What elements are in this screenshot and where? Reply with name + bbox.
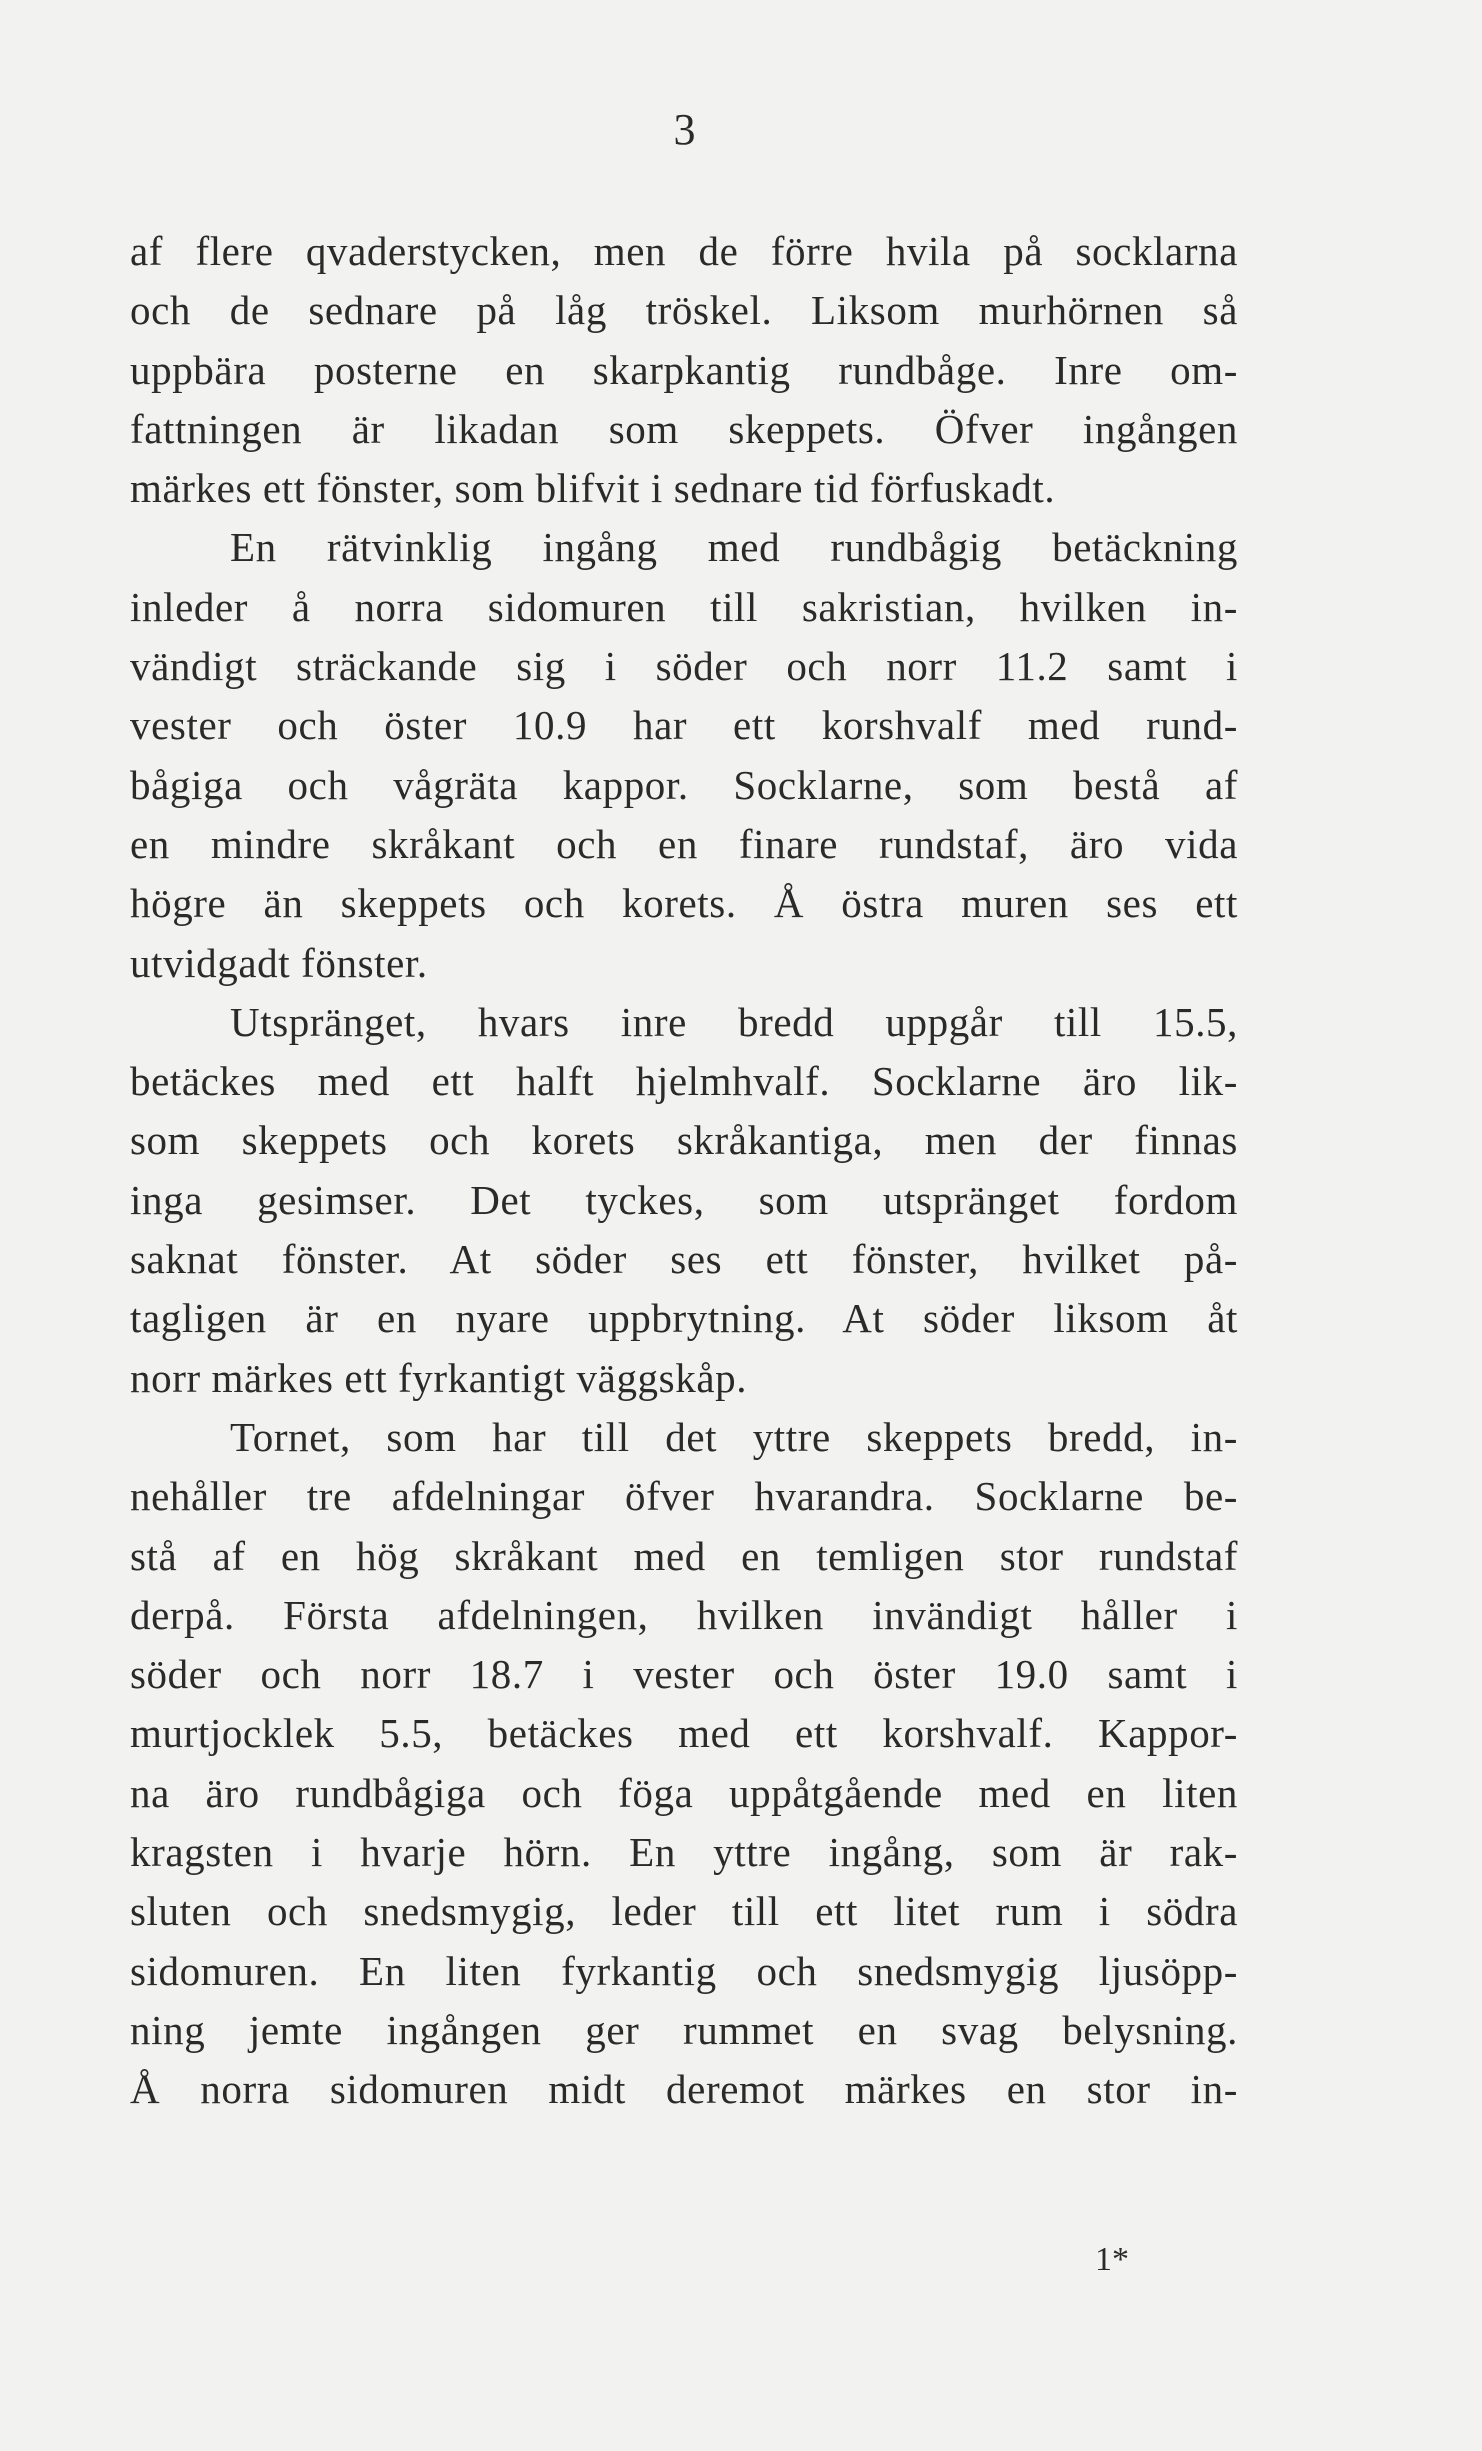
- text-line: derpå. Första afdelningen, hvilken invändigt håller i: [130, 1591, 1238, 1638]
- text-line: vändigt sträckande sig i söder och norr 11.2 samt i: [130, 643, 1238, 690]
- signature-mark: 1*: [1095, 2241, 1129, 2278]
- text-line: kragsten i hvarje hörn. En yttre ingång, som är rak-: [130, 1829, 1238, 1876]
- text-line: Tornet, som har till det yttre skeppets bredd, in-: [230, 1413, 1238, 1460]
- text-line: och de sednare på låg tröskel. Liksom murhörnen så: [130, 287, 1238, 334]
- text-line: Å norra sidomuren midt deremot märkes en stor in-: [130, 2066, 1238, 2113]
- text-line: En rätvinklig ingång med rundbågig betäckning: [230, 524, 1238, 571]
- text-line: saknat fönster. At söder ses ett fönster, hvilket på-: [130, 1236, 1238, 1283]
- page-number: 3: [673, 105, 697, 154]
- text-line: Utspränget, hvars inre bredd uppgår till 15.5,: [230, 998, 1238, 1045]
- text-line: inga gesimser. Det tyckes, som utspränget fordom: [130, 1176, 1238, 1223]
- text-line: som skeppets och korets skråkantiga, men der finnas: [130, 1117, 1238, 1164]
- text-line: na äro rundbågiga och föga uppåtgående med en liten: [130, 1769, 1238, 1816]
- text-line: tagligen är en nyare uppbrytning. At söder liksom åt: [130, 1295, 1238, 1342]
- text-line: inleder å norra sidomuren till sakristian, hvilken in-: [130, 583, 1238, 630]
- text-line: högre än skeppets och korets. Å östra muren ses ett: [130, 880, 1238, 927]
- text-line: söder och norr 18.7 i vester och öster 19.0 samt i: [130, 1651, 1238, 1698]
- text-line: af flere qvaderstycken, men de förre hvila på socklarna: [130, 228, 1238, 274]
- body-text: [130, 222, 1238, 2120]
- text-line: uppbära posterne en skarpkantig rundbåge. Inre om-: [130, 346, 1238, 393]
- text-line: ning jemte ingången ger rummet en svag belysning.: [130, 2006, 1238, 2053]
- text-line: vester och öster 10.9 har ett korshvalf med rund-: [130, 702, 1238, 749]
- text-line: märkes ett fönster, som blifvit i sednare tid förfuskadt.: [130, 465, 1056, 512]
- text-line: en mindre skråkant och en finare rundstaf, äro vida: [130, 820, 1238, 867]
- text-line: norr märkes ett fyrkantigt väggskåp.: [130, 1354, 748, 1401]
- text-line: stå af en hög skråkant med en temligen stor rundstaf: [130, 1532, 1238, 1579]
- text-line: betäckes med ett halft hjelmhvalf. Socklarne äro lik-: [130, 1058, 1238, 1105]
- text-line: murtjocklek 5.5, betäckes med ett korshvalf. Kappor-: [130, 1710, 1238, 1757]
- text-line: utvidgadt fönster.: [130, 939, 428, 986]
- text-line: fattningen är likadan som skeppets. Öfver ingången: [130, 405, 1238, 452]
- text-line: nehåller tre afdelningar öfver hvarandra. Socklarne be-: [130, 1473, 1238, 1520]
- text-line: sluten och snedsmygig, leder till ett litet rum i södra: [130, 1888, 1238, 1935]
- text-line: sidomuren. En liten fyrkantig och snedsmygig ljusöpp-: [130, 1947, 1238, 1994]
- text-line: bågiga och vågräta kappor. Socklarne, som bestå af: [130, 761, 1238, 808]
